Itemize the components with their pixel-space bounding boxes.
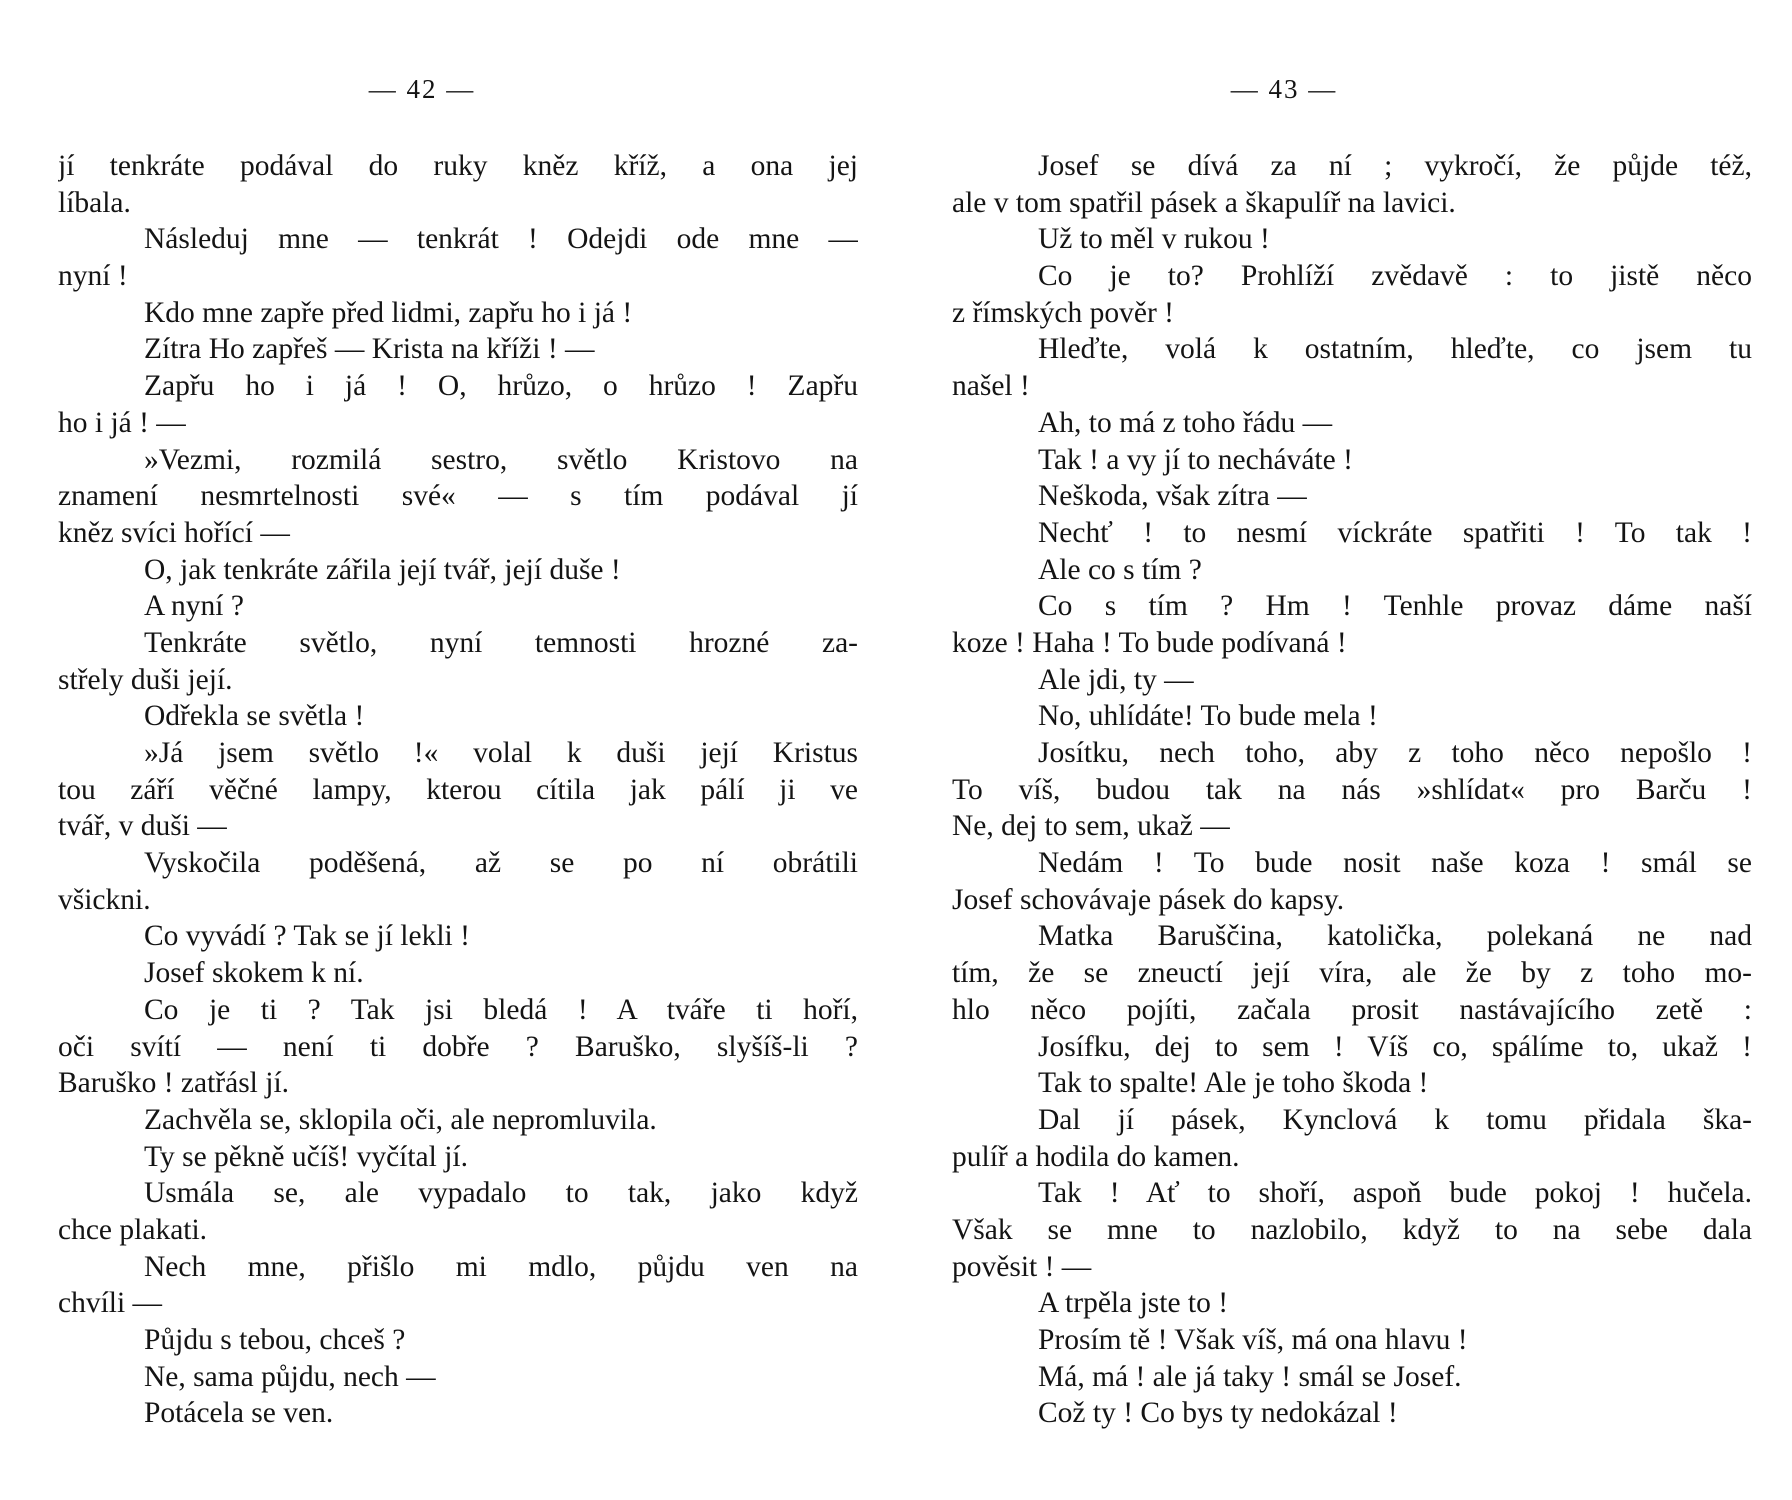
text-line: z římských pověr ! <box>952 296 1174 329</box>
text-line: líbala. <box>58 186 131 219</box>
text-line: A nyní ? <box>144 590 244 623</box>
text-line: chvíli — <box>58 1287 163 1320</box>
text-line: oči svítí — není ti dobře ? Baruško, slyšíš-li ? <box>58 1030 858 1063</box>
text-line: Hleďte, volá k ostatním, hleďte, co jsem tu <box>1038 333 1752 366</box>
text-line: »Vezmi, rozmilá sestro, světlo Kristovo na <box>144 443 858 476</box>
text-line: Neškoda, však zítra — <box>1038 480 1307 513</box>
left-page-text <box>58 148 858 1432</box>
text-line: Tenkráte světlo, nyní temnosti hrozné za- <box>144 626 858 659</box>
text-line: pověsit ! — <box>952 1250 1092 1283</box>
text-line: Zítra Ho zapřeš — Krista na kříži ! — <box>144 333 595 366</box>
right-page-text <box>952 148 1752 1432</box>
text-line: kněz svíci hořící — <box>58 516 290 549</box>
text-line: O, jak tenkráte zářila její tvář, její duše ! <box>144 553 621 586</box>
text-line: pulíř a hodila do kamen. <box>952 1140 1240 1173</box>
text-line: chce plakati. <box>58 1213 208 1246</box>
text-line: koze ! Haha ! To bude podívaná ! <box>952 626 1347 659</box>
text-line: Dal jí pásek, Kynclová k tomu přidala ška- <box>1038 1103 1752 1136</box>
text-line: Co s tím ? Hm ! Tenhle provaz dáme naší <box>1038 590 1752 623</box>
text-line: všickni. <box>58 883 151 916</box>
text-line: Josef skokem k ní. <box>144 957 364 990</box>
text-line: našel ! <box>952 370 1030 403</box>
text-line: znamení nesmrtelnosti své« — s tím podával jí <box>58 480 858 513</box>
page-number-right: — 43 — <box>1230 74 1338 104</box>
right-page <box>952 0 1752 1500</box>
text-line: Tak ! Ať to shoří, aspoň bude pokoj ! hučela. <box>1038 1177 1752 1210</box>
text-line: Co vyvádí ? Tak se jí lekli ! <box>144 920 470 953</box>
text-line: jí tenkráte podával do ruky kněz kříž, a ona jej <box>58 150 858 182</box>
page-number-left: — 42 — <box>368 74 476 104</box>
text-line: Nech mne, přišlo mi mdlo, půjdu ven na <box>144 1250 858 1283</box>
text-line: Má, má ! ale já taky ! smál se Josef. <box>1038 1360 1462 1393</box>
text-line: Co je to? Prohlíží zvědavě : to jistě něco <box>1038 260 1752 293</box>
text-line: Josítku, nech toho, aby z toho něco nepošlo ! <box>1038 737 1752 769</box>
text-line: Tak to spalte! Ale je toho škoda ! <box>1038 1067 1429 1100</box>
text-line: Josífku, dej to sem ! Víš co, spálíme to, ukaž ! <box>1038 1030 1752 1063</box>
text-line: Zapřu ho i já ! O, hrůzo, o hrůzo ! Zapřu <box>144 370 858 403</box>
text-line: Usmála se, ale vypadalo to tak, jako když <box>144 1177 858 1210</box>
text-line: Což ty ! Co bys ty nedokázal ! <box>1038 1397 1398 1430</box>
text-line: Matka Baruščina, katolička, polekaná ne nad <box>1038 920 1752 953</box>
text-line: Ne, dej to sem, ukaž — <box>952 810 1230 843</box>
text-line: ale v tom spatřil pásek a škapulíř na lavici. <box>952 186 1456 219</box>
text-line: Zachvěla se, sklopila oči, ale nepromluvila. <box>144 1103 657 1136</box>
text-line: Ne, sama půjdu, nech — <box>144 1360 436 1393</box>
text-line: tvář, v duši — <box>58 810 227 843</box>
text-line: Baruško ! zatřásl jí. <box>58 1067 290 1100</box>
text-line: tím, že se zneuctí její víra, ale že by z toho mo- <box>952 957 1752 990</box>
text-line: Potácela se ven. <box>144 1397 334 1430</box>
text-line: A trpěla jste to ! <box>1038 1287 1229 1320</box>
text-line: Nedám ! To bude nosit naše koza ! smál se <box>1038 847 1752 880</box>
text-line: Kdo mne zapře před lidmi, zapřu ho i já ! <box>144 296 633 329</box>
text-line: střely duši její. <box>58 663 233 696</box>
text-line: Půjdu s tebou, chceš ? <box>144 1324 406 1356</box>
text-line: Co je ti ? Tak jsi bledá ! A tváře ti hoří, <box>144 993 858 1026</box>
text-line: Odřekla se světla ! <box>144 700 365 733</box>
text-line: Už to měl v rukou ! <box>1038 223 1270 256</box>
text-line: nyní ! <box>58 260 128 293</box>
text-line: Tak ! a vy jí to necháváte ! <box>1038 443 1353 476</box>
text-line: Vyskočila poděšená, až se po ní obrátili <box>144 847 858 880</box>
text-line: Nechť ! to nesmí víckráte spatřiti ! To tak ! <box>1038 516 1752 549</box>
text-line: Však se mne to nazlobilo, když to na sebe dala <box>952 1213 1752 1246</box>
text-line: Josef schovávaje pásek do kapsy. <box>952 883 1345 916</box>
text-line: Ale jdi, ty — <box>1038 663 1194 696</box>
text-line: Ah, to má z toho řádu — <box>1038 406 1333 439</box>
text-line: ho i já ! — <box>58 406 186 439</box>
text-line: Prosím tě ! Však víš, má ona hlavu ! <box>1038 1324 1468 1356</box>
left-page <box>58 0 858 1500</box>
text-line: hlo něco pojíti, začala prosit nastávajícího zetě : <box>952 993 1752 1026</box>
text-line: tou září věčné lampy, kterou cítila jak pálí ji ve <box>58 773 858 806</box>
text-line: To víš, budou tak na nás »shlídat« pro Barču ! <box>952 773 1752 806</box>
text-line: Následuj mne — tenkrát ! Odejdi ode mne — <box>144 223 858 256</box>
text-line: No, uhlídáte! To bude mela ! <box>1038 700 1378 733</box>
text-line: Ty se pěkně učíš! vyčítal jí. <box>144 1140 468 1173</box>
text-line: Josef se dívá za ní ; vykročí, že půjde též, <box>1038 150 1752 182</box>
text-line: Ale co s tím ? <box>1038 553 1202 586</box>
text-line: »Já jsem světlo !« volal k duši její Kristus <box>144 737 858 769</box>
